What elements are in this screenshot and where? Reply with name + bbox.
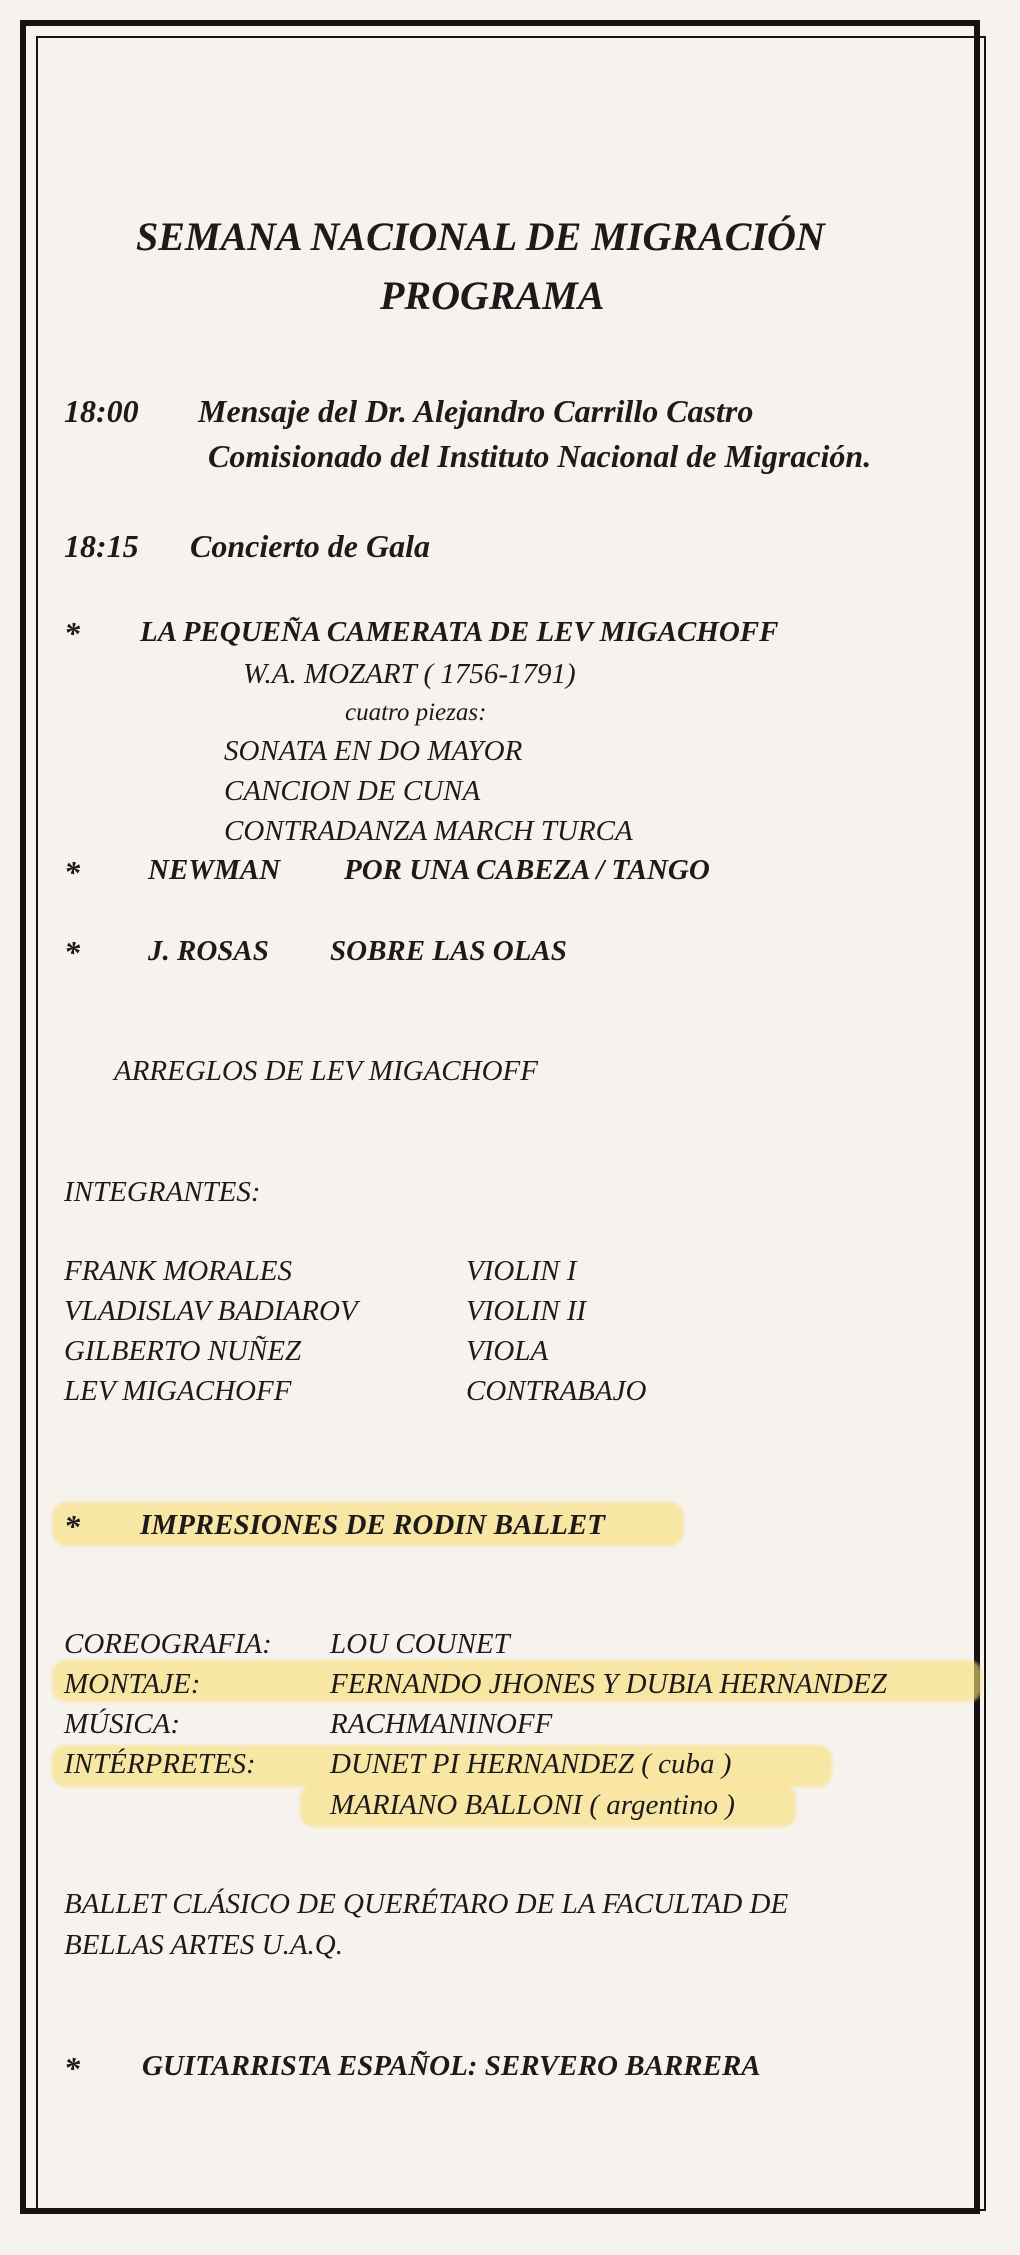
inner-border — [36, 36, 986, 2211]
bullet-guitarist: * — [64, 2050, 80, 2086]
member-instrument: CONTRABAJO — [466, 1375, 647, 1407]
credit-value: LOU COUNET — [330, 1628, 510, 1660]
bullet-camerata: * — [64, 615, 80, 651]
rosas-composer: J. ROSAS — [148, 935, 269, 967]
bullet-rosas: * — [64, 934, 80, 970]
camerata-pieces-label: cuatro piezas: — [345, 699, 487, 726]
piece-item: CONTRADANZA MARCH TURCA — [224, 815, 633, 847]
member-name: GILBERTO NUÑEZ — [64, 1335, 302, 1367]
bullet-ballet: * — [64, 1508, 80, 1544]
newman-title: POR UNA CABEZA / TANGO — [344, 854, 710, 886]
member-name: FRANK MORALES — [64, 1255, 292, 1287]
guitarist-line: GUITARRISTA ESPAÑOL: SERVERO BARRERA — [142, 2050, 761, 2082]
credit-value: MARIANO BALLONI ( argentino ) — [330, 1789, 735, 1821]
member-instrument: VIOLIN I — [466, 1255, 577, 1287]
member-name: LEV MIGACHOFF — [64, 1375, 292, 1407]
credit-label: MÚSICA: — [64, 1708, 180, 1740]
rosas-title: SOBRE LAS OLAS — [330, 935, 567, 967]
credit-label: MONTAJE: — [64, 1668, 201, 1700]
bullet-newman: * — [64, 854, 80, 890]
ballet-company-line1: BALLET CLÁSICO DE QUERÉTARO DE LA FACULTAD DE — [64, 1888, 789, 1920]
program-item-concert: Concierto de Gala — [190, 528, 430, 564]
member-instrument: VIOLIN II — [466, 1295, 587, 1327]
arrangements-credit: ARREGLOS DE LEV MIGACHOFF — [114, 1055, 538, 1087]
credit-value: DUNET PI HERNANDEZ ( cuba ) — [330, 1748, 732, 1780]
member-instrument: VIOLA — [466, 1335, 549, 1367]
credit-value: RACHMANINOFF — [330, 1708, 553, 1740]
ballet-company-line2: BELLAS ARTES U.A.Q. — [64, 1929, 343, 1961]
time-1800: 18:00 — [64, 393, 139, 429]
credit-label: INTÉRPRETES: — [64, 1748, 256, 1780]
credit-label: COREOGRAFIA: — [64, 1628, 272, 1660]
credit-value: FERNANDO JHONES Y DUBIA HERNANDEZ — [330, 1668, 887, 1700]
time-1815: 18:15 — [64, 528, 139, 564]
page-title: SEMANA NACIONAL DE MIGRACIÓN — [136, 214, 825, 259]
program-item-message-role: Comisionado del Instituto Nacional de Migración. — [208, 438, 872, 474]
page-subtitle: PROGRAMA — [380, 273, 605, 318]
camerata-composer: W.A. MOZART ( 1756-1791) — [243, 658, 576, 690]
newman-composer: NEWMAN — [148, 854, 281, 886]
member-name: VLADISLAV BADIAROV — [64, 1295, 358, 1327]
camerata-title: LA PEQUEÑA CAMERATA DE LEV MIGACHOFF — [140, 616, 779, 648]
piece-item: SONATA EN DO MAYOR — [224, 735, 523, 767]
piece-item: CANCION DE CUNA — [224, 775, 481, 807]
members-label: INTEGRANTES: — [64, 1176, 261, 1208]
ballet-title: IMPRESIONES DE RODIN BALLET — [140, 1509, 605, 1541]
program-item-message: Mensaje del Dr. Alejandro Carrillo Castro — [198, 393, 754, 429]
